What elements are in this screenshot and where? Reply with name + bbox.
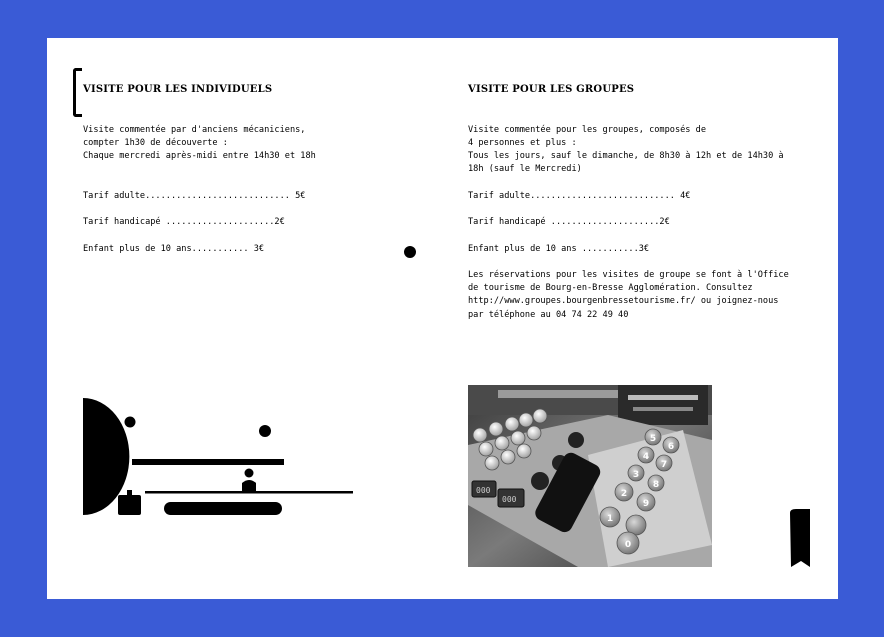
reservation-line-2: de tourisme de Bourg-en-Bresse Agglomération. Consultez	[468, 283, 753, 293]
reservation-line-1: Les réservations pour les visites de groupe se font à l'Office	[468, 270, 789, 280]
key-label-2: 2	[620, 489, 628, 499]
small-dot-shape-2	[259, 425, 271, 437]
key-label-0: 0	[624, 540, 632, 550]
bust-figure-shape	[242, 469, 256, 492]
groups-intro-line-4: 18h (sauf le Mercredi)	[468, 164, 582, 174]
reservation-link-line[interactable]: http://www.groupes.bourgenbressetourisme.fr/ ou joignez-nous	[468, 296, 779, 306]
inkwell-shape	[118, 490, 141, 515]
key-label-1: 1	[606, 514, 614, 524]
price-adult-individual: Tarif adulte............................ 5€	[83, 191, 306, 201]
abstract-illustration	[83, 398, 353, 518]
bracket-ornament	[73, 68, 82, 117]
reservation-phone-line: par téléphone au 04 74 22 49 40	[468, 310, 629, 320]
price-adult-group: Tarif adulte............................ 4€	[468, 191, 691, 201]
key-label-4: 4	[642, 452, 650, 462]
key-label-8: 8	[652, 480, 660, 490]
groups-intro-line-2: 4 personnes et plus :	[468, 138, 577, 148]
bar-shape	[132, 459, 284, 465]
key-label-5: 5	[649, 434, 657, 444]
individuals-intro-line-2: compter 1h30 de découverte :	[83, 138, 228, 148]
brochure-page	[47, 38, 838, 599]
price-child-individual: Enfant plus de 10 ans........... 3€	[83, 244, 265, 254]
key-label-7: 7	[660, 460, 668, 470]
counter-window-1: 000	[476, 486, 491, 495]
bookmark-ribbon-shape	[788, 509, 812, 569]
price-disabled-individual: Tarif handicapé .....................2€	[83, 217, 285, 227]
thin-line-shape	[145, 491, 353, 494]
small-dot-shape	[125, 417, 136, 428]
center-dot	[404, 246, 416, 258]
individuals-intro-line-1: Visite commentée par d'anciens mécaniciens,	[83, 125, 306, 135]
calculator-machine-photo	[468, 385, 712, 567]
individuals-intro-line-3: Chaque mercredi après-midi entre 14h30 et 18h	[83, 151, 316, 161]
key-label-6: 6	[667, 442, 675, 452]
counter-window-2: 000	[502, 495, 517, 504]
groups-intro-line-3: Tous les jours, sauf le dimanche, de 8h30 à 12h et de 14h30 à	[468, 151, 784, 161]
heading-groups: VISITE POUR LES GROUPES	[468, 84, 635, 95]
key-label-3: 3	[632, 470, 640, 480]
key-label-9: 9	[642, 499, 650, 509]
price-disabled-group: Tarif handicapé .....................2€	[468, 217, 670, 227]
heading-individuals: VISITE POUR LES INDIVIDUELS	[83, 84, 273, 95]
price-child-group: Enfant plus de 10 ans ...........3€	[468, 244, 650, 254]
groups-intro-line-1: Visite commentée pour les groupes, composés de	[468, 125, 706, 135]
pill-shape	[164, 502, 282, 515]
